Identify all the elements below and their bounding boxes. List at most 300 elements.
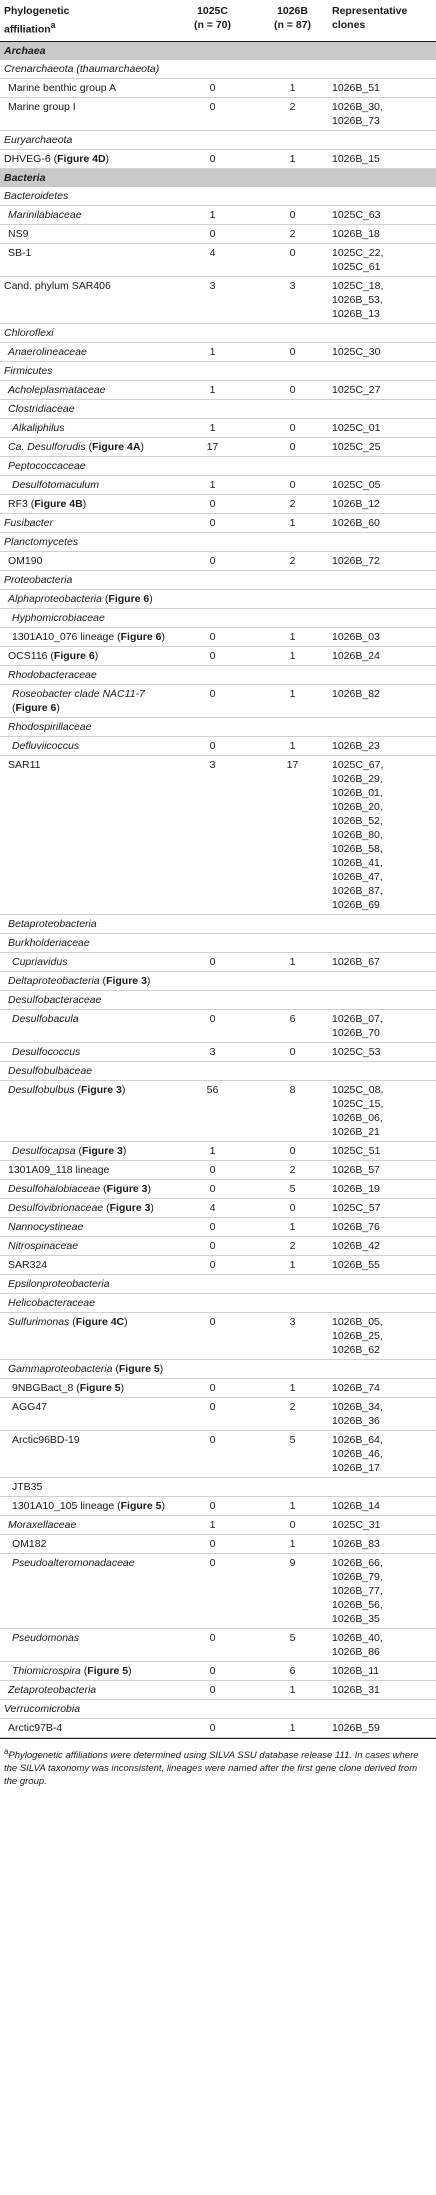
count-1026b: 2 <box>256 1160 328 1179</box>
count-1025c <box>168 717 256 736</box>
count-1026b: 1 <box>256 627 328 646</box>
table-row <box>0 1312 436 1359</box>
count-1026b <box>256 717 328 736</box>
table-row <box>0 971 436 990</box>
taxon-label: NS9 <box>8 227 29 240</box>
taxon-cell <box>0 1236 168 1255</box>
figure-ref: Figure 6 <box>15 701 57 714</box>
count-1025c: 1 <box>168 475 256 494</box>
taxon-cell <box>0 97 168 130</box>
taxon-cell: 1301A10_076 lineage (Figure 6) <box>0 627 168 646</box>
taxon-label: Firmicutes <box>4 364 53 377</box>
count-1025c: 0 <box>168 78 256 97</box>
clones-cell: 1026B_11 <box>328 1661 436 1680</box>
count-1026b: 6 <box>256 1661 328 1680</box>
count-1025c: 17 <box>168 437 256 456</box>
table-row <box>0 149 436 168</box>
taxon-cell: Desulfobulbus (Figure 3) <box>0 1080 168 1141</box>
taxon-cell: Ca. Desulforudis (Figure 4A) <box>0 437 168 456</box>
count-1025c: 0 <box>168 224 256 243</box>
count-1025c <box>168 1274 256 1293</box>
count-1025c: 3 <box>168 276 256 323</box>
figure-ref: Figure 4B <box>34 497 83 510</box>
count-1026b: 0 <box>256 342 328 361</box>
clones-cell: 1026B_03 <box>328 627 436 646</box>
count-1025c: 0 <box>168 1553 256 1628</box>
figure-ref: Figure 3 <box>109 1201 151 1214</box>
table-row <box>0 551 436 570</box>
count-1025c: 3 <box>168 755 256 914</box>
taxon-cell <box>0 1515 168 1534</box>
taxon-cell <box>0 1553 168 1628</box>
taxon-label: Peptococcaceae <box>8 459 86 472</box>
taxon-cell <box>0 224 168 243</box>
count-1025c: 0 <box>168 97 256 130</box>
taxon-label: Planctomycetes <box>4 535 79 548</box>
taxon-label: Gammaproteobacteria <box>8 1362 113 1375</box>
table-row <box>0 1661 436 1680</box>
taxon-label: Crenarchaeota (thaumarchaeota) <box>4 62 160 75</box>
taxon-cell: 9NBGBact_8 (Figure 5) <box>0 1378 168 1397</box>
taxon-label: OM182 <box>12 1537 47 1550</box>
figure-ref: Figure 3 <box>106 1182 148 1195</box>
count-1026b: 1 <box>256 78 328 97</box>
count-1026b: 5 <box>256 1628 328 1661</box>
clones-cell <box>328 1061 436 1080</box>
count-1026b: 8 <box>256 1080 328 1141</box>
count-1026b <box>256 914 328 933</box>
table-row <box>0 1553 436 1628</box>
count-1025c: 0 <box>168 1430 256 1477</box>
clones-cell: 1026B_59 <box>328 1718 436 1737</box>
taxon-label: Desulfotomaculum <box>12 478 99 491</box>
taxon-cell <box>0 276 168 323</box>
table-row <box>0 952 436 971</box>
table-header <box>0 0 436 41</box>
taxon-cell <box>0 342 168 361</box>
table-row <box>0 1042 436 1061</box>
taxon-cell: DHVEG-6 (Figure 4D) <box>0 149 168 168</box>
clones-cell <box>328 1293 436 1312</box>
count-1025c: 56 <box>168 1080 256 1141</box>
taxon-cell <box>0 1477 168 1496</box>
count-1026b <box>256 589 328 608</box>
count-1026b: 1 <box>256 1680 328 1699</box>
clones-cell <box>328 665 436 684</box>
taxon-cell <box>0 665 168 684</box>
count-1026b: 17 <box>256 755 328 914</box>
figure-ref: Figure 3 <box>80 1083 122 1096</box>
count-1026b: 3 <box>256 1312 328 1359</box>
clones-cell <box>328 570 436 589</box>
taxon-label: Verrucomicrobia <box>4 1702 81 1715</box>
count-1026b: 2 <box>256 224 328 243</box>
table-row <box>0 589 436 608</box>
figure-ref: Figure 4C <box>75 1315 125 1328</box>
section-label: Bacteria <box>0 168 436 187</box>
clones-cell: 1025C_05 <box>328 475 436 494</box>
count-1026b: 1 <box>256 1217 328 1236</box>
taxon-label: Rhodospirillaceae <box>8 720 92 733</box>
table-row <box>0 1080 436 1141</box>
count-1026b: 1 <box>256 1496 328 1515</box>
clones-cell: 1026B_12 <box>328 494 436 513</box>
table-row <box>0 1397 436 1430</box>
table-row <box>0 1274 436 1293</box>
taxon-label: Desulfohalobiaceae <box>8 1182 101 1195</box>
table-row <box>0 1680 436 1699</box>
table-row <box>0 665 436 684</box>
clones-cell: 1026B_05, 1026B_25, 1026B_62 <box>328 1312 436 1359</box>
count-1025c <box>168 361 256 380</box>
count-1025c <box>168 532 256 551</box>
table-row <box>0 243 436 276</box>
table-row <box>0 1061 436 1080</box>
clones-cell <box>328 130 436 149</box>
count-1025c: 0 <box>168 646 256 665</box>
figure-ref: Figure 4A <box>92 440 141 453</box>
taxon-cell <box>0 323 168 342</box>
clones-cell <box>328 1699 436 1718</box>
count-1026b <box>256 570 328 589</box>
clones-cell: 1026B_42 <box>328 1236 436 1255</box>
taxon-cell <box>0 130 168 149</box>
count-1026b <box>256 971 328 990</box>
clones-cell <box>328 933 436 952</box>
taxon-label: 9NBGBact_8 <box>12 1381 74 1394</box>
count-1025c <box>168 1359 256 1378</box>
taxon-cell <box>0 1009 168 1042</box>
taxon-cell <box>0 1680 168 1699</box>
taxon-label: OCS116 <box>8 649 48 662</box>
table-row <box>0 130 436 149</box>
clones-cell: 1026B_19 <box>328 1179 436 1198</box>
table-row <box>0 532 436 551</box>
taxon-label: JTB35 <box>12 1480 43 1493</box>
taxon-label: Sulfurimonas <box>8 1315 70 1328</box>
taxon-label: Zetaproteobacteria <box>8 1683 97 1696</box>
taxon-label: OM190 <box>8 554 43 567</box>
table-row <box>0 933 436 952</box>
count-1025c <box>168 971 256 990</box>
figure-ref: Figure 3 <box>106 974 147 987</box>
count-1026b <box>256 399 328 418</box>
taxon-label: Hyphomicrobiaceae <box>12 611 105 624</box>
count-1025c: 0 <box>168 149 256 168</box>
count-1025c: 1 <box>168 1515 256 1534</box>
count-1026b: 1 <box>256 684 328 717</box>
count-1026b <box>256 532 328 551</box>
clones-cell: 1025C_51 <box>328 1141 436 1160</box>
table-row <box>0 627 436 646</box>
count-1025c: 0 <box>168 1628 256 1661</box>
figure-ref: Figure 5 <box>87 1664 129 1677</box>
count-1025c <box>168 399 256 418</box>
figure-ref: Figure 6 <box>120 630 162 643</box>
table-row <box>0 1141 436 1160</box>
clones-cell <box>328 1359 436 1378</box>
clones-cell: 1026B_24 <box>328 646 436 665</box>
taxon-cell <box>0 418 168 437</box>
taxon-label: Pseudomonas <box>12 1631 80 1644</box>
taxon-cell <box>0 187 168 206</box>
table-row <box>0 399 436 418</box>
table-row <box>0 513 436 532</box>
clones-cell: 1025C_22, 1025C_61 <box>328 243 436 276</box>
clones-cell <box>328 608 436 627</box>
count-1025c <box>168 1477 256 1496</box>
taxon-cell <box>0 1397 168 1430</box>
taxon-label: Chloroflexi <box>4 326 54 339</box>
clones-cell: 1025C_67, 1026B_29, 1026B_01, 1026B_20, 1026B_52, 1026B_80, 1026B_58, 1026B_41, 1026B_47, 1026B_87, 1026B_69 <box>328 755 436 914</box>
clones-cell: 1025C_08, 1025C_15, 1026B_06, 1026B_21 <box>328 1080 436 1141</box>
table-row <box>0 755 436 914</box>
clones-cell: 1026B_83 <box>328 1534 436 1553</box>
count-1026b: 0 <box>256 1198 328 1217</box>
taxon-label: Desulfovibrionaceae <box>8 1201 104 1214</box>
count-1025c: 0 <box>168 1217 256 1236</box>
clones-cell: 1025C_57 <box>328 1198 436 1217</box>
count-1025c <box>168 589 256 608</box>
count-1026b <box>256 1477 328 1496</box>
clones-cell: 1026B_64, 1026B_46, 1026B_17 <box>328 1430 436 1477</box>
taxon-cell <box>0 532 168 551</box>
table-row <box>0 276 436 323</box>
count-1026b: 1 <box>256 1534 328 1553</box>
taxon-cell: Deltaproteobacteria (Figure 3) <box>0 971 168 990</box>
table-row <box>0 1179 436 1198</box>
figure-ref: Figure 3 <box>82 1144 123 1157</box>
taxon-label: Defluviicoccus <box>12 739 80 752</box>
clones-cell: 1026B_14 <box>328 1496 436 1515</box>
table-row <box>0 475 436 494</box>
taxon-label: Cand. phylum SAR406 <box>4 279 111 292</box>
table-row <box>0 1628 436 1661</box>
clones-cell: 1026B_31 <box>328 1680 436 1699</box>
taxon-label: DHVEG-6 <box>4 152 51 165</box>
count-1026b: 0 <box>256 1042 328 1061</box>
clones-cell <box>328 456 436 475</box>
count-1026b: 1 <box>256 149 328 168</box>
table-row <box>0 437 436 456</box>
count-1026b: 1 <box>256 1718 328 1737</box>
count-1025c: 0 <box>168 736 256 755</box>
taxon-label: SB-1 <box>8 246 32 259</box>
clones-cell <box>328 990 436 1009</box>
taxon-label: Roseobacter clade NAC11-7 <box>12 687 145 700</box>
taxon-label: Euryarchaeota <box>4 133 73 146</box>
taxon-label: Helicobacteraceae <box>8 1296 95 1309</box>
count-1025c: 4 <box>168 243 256 276</box>
taxon-cell <box>0 1274 168 1293</box>
taxon-label: Alphaproteobacteria <box>8 592 102 605</box>
clones-cell <box>328 971 436 990</box>
taxon-label: Rhodobacteraceae <box>8 668 97 681</box>
count-1025c: 0 <box>168 684 256 717</box>
taxon-label: Arctic97B-4 <box>8 1721 63 1734</box>
taxon-label: Burkholderiaceae <box>8 936 90 949</box>
taxon-cell: Gammaproteobacteria (Figure 5) <box>0 1359 168 1378</box>
count-1026b <box>256 1274 328 1293</box>
table-row <box>0 1009 436 1042</box>
taxon-cell <box>0 205 168 224</box>
table-row <box>0 1718 436 1737</box>
taxon-label: 1301A09_118 lineage <box>8 1163 110 1176</box>
count-1026b <box>256 60 328 79</box>
table-row <box>0 990 436 1009</box>
table-row <box>0 1160 436 1179</box>
table-row <box>0 914 436 933</box>
count-1025c: 0 <box>168 551 256 570</box>
count-1025c <box>168 1061 256 1080</box>
taxon-cell <box>0 1699 168 1718</box>
clones-cell: 1025C_53 <box>328 1042 436 1061</box>
taxon-label: AGG47 <box>12 1400 48 1413</box>
clones-cell <box>328 60 436 79</box>
clones-cell <box>328 717 436 736</box>
count-1026b: 2 <box>256 97 328 130</box>
taxon-label: Alkaliphilus <box>12 421 65 434</box>
count-1025c: 0 <box>168 1534 256 1553</box>
count-1026b: 0 <box>256 380 328 399</box>
taxon-cell <box>0 717 168 736</box>
table-row <box>0 1293 436 1312</box>
table-row <box>0 456 436 475</box>
clones-cell: 1026B_23 <box>328 736 436 755</box>
taxon-label: Thiomicrospira <box>12 1664 81 1677</box>
count-1026b <box>256 1699 328 1718</box>
count-1026b <box>256 456 328 475</box>
table-row <box>0 1378 436 1397</box>
clones-cell: 1025C_18, 1026B_53, 1026B_13 <box>328 276 436 323</box>
count-1025c: 4 <box>168 1198 256 1217</box>
taxon-label: Marinilabiaceae <box>8 208 82 221</box>
clones-cell: 1026B_15 <box>328 149 436 168</box>
table-row <box>0 1217 436 1236</box>
count-1026b: 2 <box>256 494 328 513</box>
count-1025c: 0 <box>168 1378 256 1397</box>
table-footnote: $^a$Phylogenetic affiliations were determined using SILVA SSU database release 111. In cases where the SILVA taxonomy was inconsistent, lineages were named after the first gene clone derived from the group. <box>0 1738 436 1794</box>
clones-cell: 1026B_51 <box>328 78 436 97</box>
table-row <box>0 342 436 361</box>
count-1026b: 0 <box>256 205 328 224</box>
count-1025c: 1 <box>168 342 256 361</box>
taxon-label: Desulfococcus <box>12 1045 81 1058</box>
section-row <box>0 168 436 187</box>
clones-cell: 1026B_40, 1026B_86 <box>328 1628 436 1661</box>
taxon-label: SAR11 <box>8 758 41 771</box>
table-row <box>0 187 436 206</box>
clones-cell: 1026B_57 <box>328 1160 436 1179</box>
taxon-cell <box>0 78 168 97</box>
count-1026b: 1 <box>256 952 328 971</box>
taxon-cell: 1301A10_105 lineage (Figure 5) <box>0 1496 168 1515</box>
count-1025c: 1 <box>168 205 256 224</box>
count-1025c: 0 <box>168 1718 256 1737</box>
table-row <box>0 1359 436 1378</box>
count-1026b: 2 <box>256 1397 328 1430</box>
header-affiliation: Phylogenetic affiliation$^a$ <box>0 0 168 41</box>
count-1025c <box>168 933 256 952</box>
count-1025c: 0 <box>168 1680 256 1699</box>
taxon-cell: Sulfurimonas (Figure 4C) <box>0 1312 168 1359</box>
table-row <box>0 494 436 513</box>
count-1026b: 0 <box>256 1515 328 1534</box>
clones-cell <box>328 589 436 608</box>
taxon-cell <box>0 243 168 276</box>
clones-cell: 1026B_18 <box>328 224 436 243</box>
count-1025c: 0 <box>168 1496 256 1515</box>
taxon-cell <box>0 736 168 755</box>
taxon-cell <box>0 513 168 532</box>
count-1026b: 2 <box>256 551 328 570</box>
count-1025c: 0 <box>168 1312 256 1359</box>
count-1026b: 1 <box>256 1255 328 1274</box>
taxon-label: Cupriavidus <box>12 955 68 968</box>
taxon-cell <box>0 1718 168 1737</box>
count-1025c <box>168 990 256 1009</box>
taxon-label: Desulfobacteraceae <box>8 993 102 1006</box>
table-row <box>0 1198 436 1217</box>
count-1025c: 0 <box>168 627 256 646</box>
table-body <box>0 41 436 1737</box>
table-row <box>0 60 436 79</box>
taxon-cell: Desulfovibrionaceae (Figure 3) <box>0 1198 168 1217</box>
taxon-label: RF3 <box>8 497 28 510</box>
taxon-cell: Thiomicrospira (Figure 5) <box>0 1661 168 1680</box>
count-1025c: 0 <box>168 1255 256 1274</box>
count-1025c: 0 <box>168 1009 256 1042</box>
taxon-label: Moraxellaceae <box>8 1518 77 1531</box>
header-clones: Representative clones <box>328 0 436 41</box>
clones-cell: 1026B_76 <box>328 1217 436 1236</box>
taxon-cell <box>0 1061 168 1080</box>
section-row <box>0 41 436 60</box>
count-1025c: 1 <box>168 418 256 437</box>
taxon-label: Arctic96BD-19 <box>12 1433 80 1446</box>
figure-ref: Figure 6 <box>53 649 95 662</box>
table-row <box>0 1515 436 1534</box>
taxon-cell <box>0 933 168 952</box>
count-1026b <box>256 187 328 206</box>
count-1025c: 0 <box>168 1661 256 1680</box>
figure-ref: Figure 4D <box>57 152 106 165</box>
clones-cell: 1026B_34, 1026B_36 <box>328 1397 436 1430</box>
count-1026b <box>256 1061 328 1080</box>
clones-cell: 1026B_66, 1026B_79, 1026B_77, 1026B_56, 1026B_35 <box>328 1553 436 1628</box>
count-1025c: 0 <box>168 513 256 532</box>
taxon-cell <box>0 608 168 627</box>
table-row <box>0 1699 436 1718</box>
count-1025c: 0 <box>168 1397 256 1430</box>
clones-cell: 1025C_01 <box>328 418 436 437</box>
count-1025c <box>168 1293 256 1312</box>
taxon-cell: Alphaproteobacteria (Figure 6) <box>0 589 168 608</box>
figure-ref: Figure 6 <box>108 592 150 605</box>
taxon-label: Marine benthic group A <box>8 81 116 94</box>
table-row <box>0 380 436 399</box>
taxon-cell <box>0 1042 168 1061</box>
count-1026b: 0 <box>256 243 328 276</box>
clones-cell <box>328 1477 436 1496</box>
taxon-cell: Roseobacter clade NAC11-7 (Figure 6) <box>0 684 168 717</box>
clones-cell <box>328 323 436 342</box>
taxon-label: SAR324 <box>8 1258 48 1271</box>
count-1025c: 1 <box>168 1141 256 1160</box>
taxon-cell <box>0 1628 168 1661</box>
taxon-cell <box>0 1255 168 1274</box>
taxon-label: Nannocystineae <box>8 1220 84 1233</box>
